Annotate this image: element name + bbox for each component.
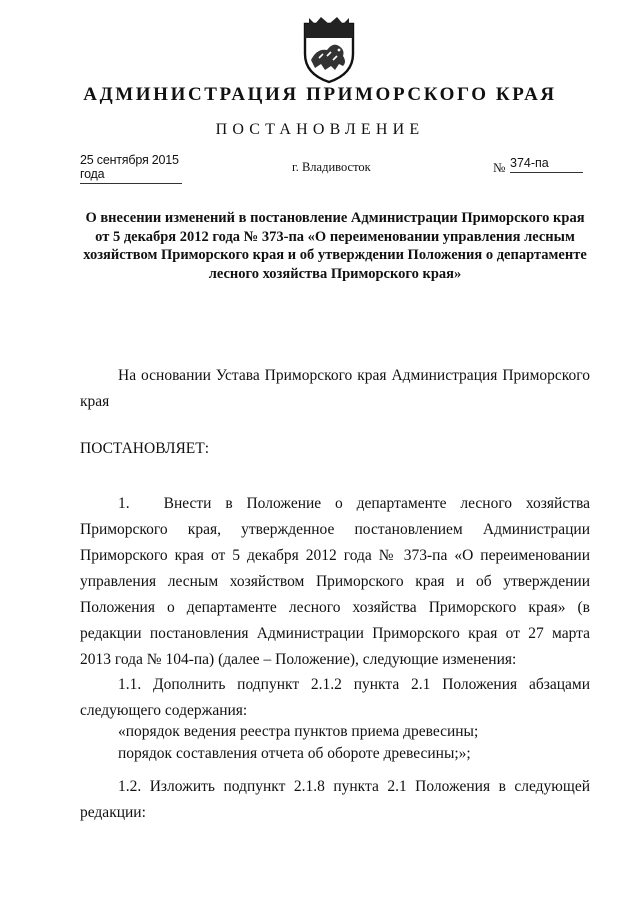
item-1-1-paragraph: 1.1. Дополнить подпункт 2.1.2 пункта 2.1 Положения абзацами следующего содержания: — [80, 676, 590, 719]
item-1-text: Внести в Положение о департаменте лесного хозяйства Приморского края, утвержденное постановлением Администрации Приморского края от 5 декабря 2012 года № 373-па «О переименовании управления лесным хозяйством Приморского края и об утверждении Положения о департаменте лесного хозяйства Приморского края» (в редакции постановления Администрации Приморского края от 27 марта 2013 года № 104-па) (далее – Положение), следующие изменения: — [80, 495, 590, 668]
item-1-paragraph — [80, 491, 590, 673]
document-number: 374-па — [510, 156, 583, 173]
document-type: ПОСТАНОВЛЕНИЕ — [215, 121, 425, 138]
item-1-1-line-1: «порядок ведения реестра пунктов приема древесины; — [118, 723, 479, 740]
document-city: г. Владивосток — [292, 160, 371, 174]
item-1-number: 1. — [118, 495, 130, 512]
item-1-2-paragraph: 1.2. Изложить подпункт 2.1.8 пункта 2.1 Положения в следующей редакции: — [80, 778, 590, 821]
basis-paragraph: На основании Устава Приморского края Администрация Приморского края — [80, 367, 590, 410]
document-title: О внесении изменений в постановление Администрации Приморского края от 5 декабря 2012 года № 373-па «О переименовании управления лесным хозяйством Приморского края и об утверждении Положения о департаменте лесного хозяйства Приморского края» — [83, 210, 587, 282]
item-1-1-line-2: порядок составления отчета об обороте древесины;»; — [118, 745, 471, 762]
decree-word: ПОСТАНОВЛЯЕТ: — [80, 440, 210, 457]
document-number-label: № — [493, 160, 506, 175]
coat-of-arms-emblem — [299, 14, 359, 84]
organization-title: АДМИНИСТРАЦИЯ ПРИМОРСКОГО КРАЯ — [83, 84, 557, 105]
document-date: 25 сентября 2015 года — [80, 153, 182, 184]
